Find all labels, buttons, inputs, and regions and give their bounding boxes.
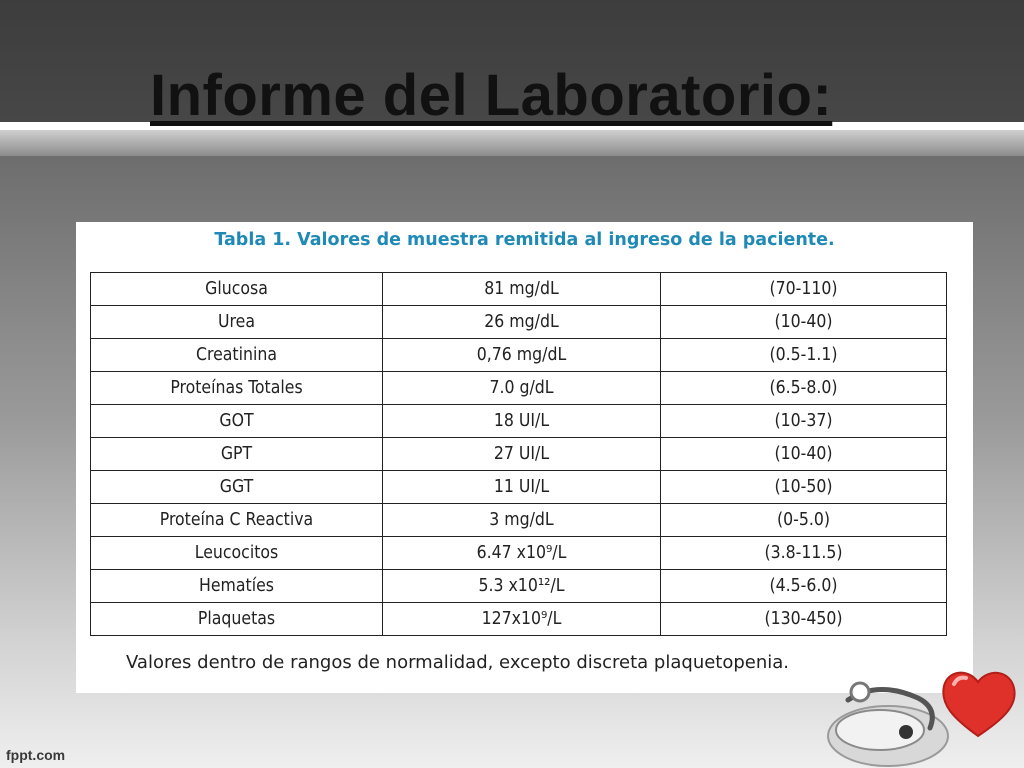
table-row (91, 306, 947, 339)
lab-results-table (90, 272, 947, 636)
cell-reference-range: (3.8-11.5) (661, 537, 947, 570)
cell-reference-range: (6.5-8.0) (661, 372, 947, 405)
cell-value: 11 UI/L (383, 471, 661, 504)
table-row (91, 504, 947, 537)
cell-reference-range: (10-40) (661, 438, 947, 471)
heart-icon (943, 673, 1014, 736)
medical-decoration (818, 660, 1024, 768)
cell-reference-range: (4.5-6.0) (661, 570, 947, 603)
table-row (91, 405, 947, 438)
cell-value: 3 mg/dL (383, 504, 661, 537)
table-row (91, 570, 947, 603)
cell-parameter: Leucocitos (91, 537, 383, 570)
cell-parameter: Proteínas Totales (91, 372, 383, 405)
cell-value: 0,76 mg/dL (383, 339, 661, 372)
cell-parameter: Glucosa (91, 273, 383, 306)
cell-reference-range: (70-110) (661, 273, 947, 306)
cell-parameter: Plaquetas (91, 603, 383, 636)
table-row (91, 273, 947, 306)
cell-parameter: GOT (91, 405, 383, 438)
cell-reference-range: (10-50) (661, 471, 947, 504)
cell-parameter: GPT (91, 438, 383, 471)
header-shadow-band (0, 130, 1024, 156)
stethoscope-icon (828, 683, 948, 766)
cell-reference-range: (10-37) (661, 405, 947, 438)
cell-value: 81 mg/dL (383, 273, 661, 306)
cell-parameter: GGT (91, 471, 383, 504)
table-footnote: Valores dentro de rangos de normalidad, excepto discreta plaquetopenia. (126, 652, 790, 673)
cell-value: 7.0 g/dL (383, 372, 661, 405)
cell-value: 127x10⁹/L (383, 603, 661, 636)
cell-parameter: Proteína C Reactiva (91, 504, 383, 537)
slide-title: Informe del Laboratorio: (150, 63, 833, 128)
table-caption: Tabla 1. Valores de muestra remitida al ingreso de la paciente. (214, 230, 835, 250)
cell-parameter: Creatinina (91, 339, 383, 372)
cell-value: 6.47 x10⁹/L (383, 537, 661, 570)
cell-reference-range: (0.5-1.1) (661, 339, 947, 372)
cell-value: 18 UI/L (383, 405, 661, 438)
table-row (91, 438, 947, 471)
fppt-watermark: fppt.com (6, 747, 66, 763)
cell-value: 5.3 x10¹²/L (383, 570, 661, 603)
cell-reference-range: (0-5.0) (661, 504, 947, 537)
cell-value: 26 mg/dL (383, 306, 661, 339)
table-row (91, 372, 947, 405)
table-row (91, 537, 947, 570)
cell-parameter: Urea (91, 306, 383, 339)
cell-reference-range: (10-40) (661, 306, 947, 339)
cell-parameter: Hematíes (91, 570, 383, 603)
cell-value: 27 UI/L (383, 438, 661, 471)
table-row (91, 471, 947, 504)
lab-table-panel (76, 222, 973, 693)
table-row (91, 339, 947, 372)
table-row (91, 603, 947, 636)
cell-reference-range: (130-450) (661, 603, 947, 636)
